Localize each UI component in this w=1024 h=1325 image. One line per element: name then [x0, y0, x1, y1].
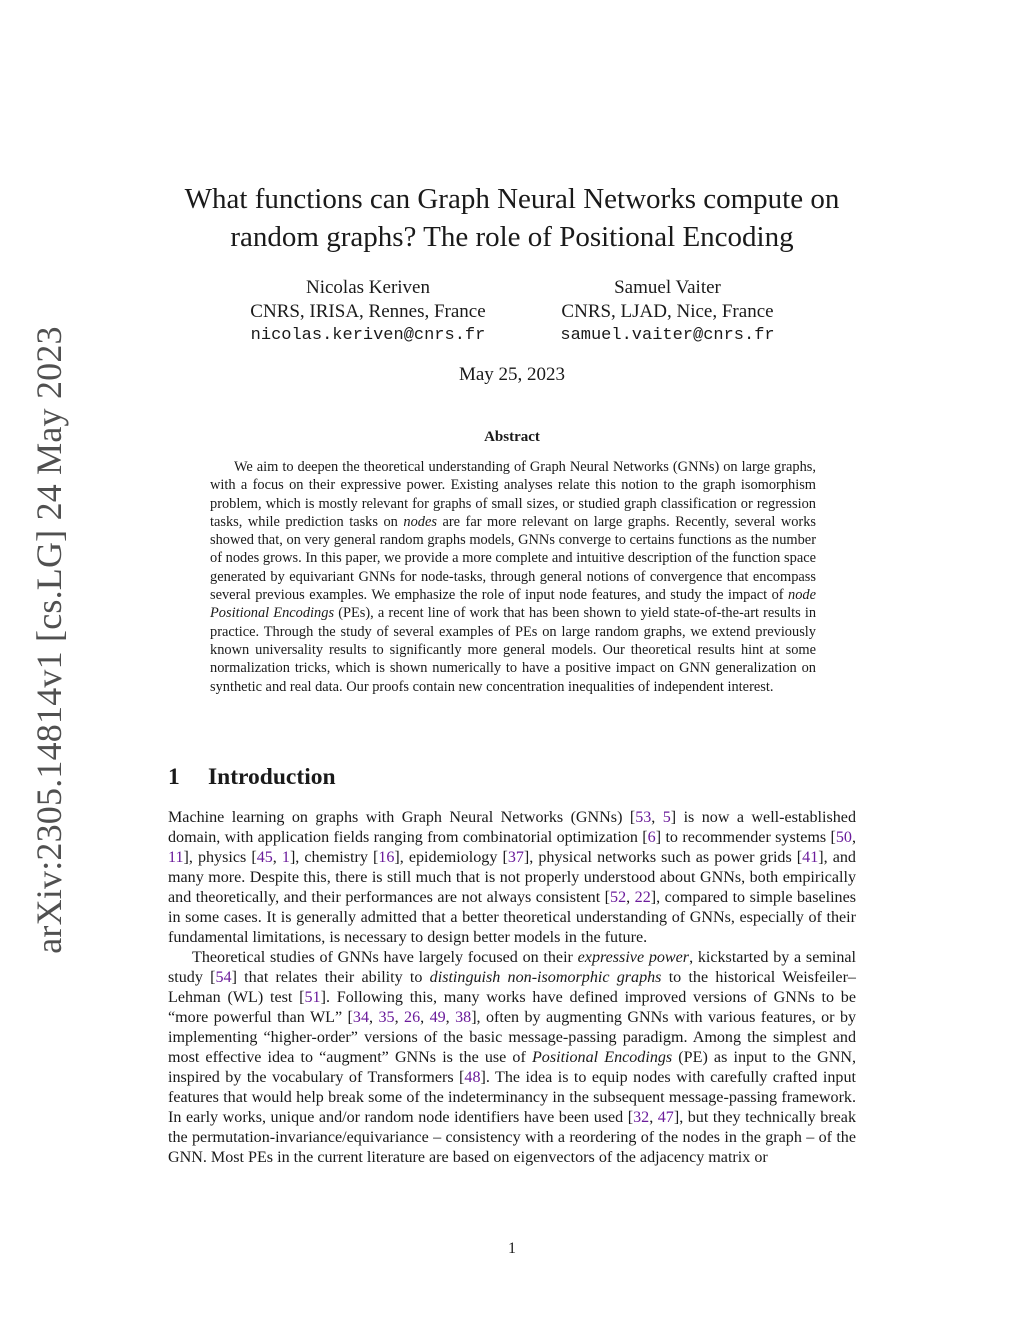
citation-link[interactable]: 49 [429, 1009, 446, 1026]
arxiv-identifier: arXiv:2305.14814v1 [cs.LG] 24 May 2023 [29, 326, 69, 954]
citation-link[interactable]: 51 [304, 989, 321, 1006]
section-title: Introduction [208, 764, 336, 790]
abstract-heading: Abstract [484, 429, 540, 445]
page-number: 1 [508, 1240, 516, 1257]
citation-link[interactable]: 41 [802, 849, 819, 866]
citation-link[interactable]: 34 [352, 1009, 370, 1026]
citation-link[interactable]: 48 [464, 1069, 481, 1086]
citation-link[interactable]: 1 [281, 849, 290, 866]
citation-link[interactable]: 6 [647, 829, 656, 846]
paragraph: Theoretical studies of GNNs have largely focused on their expressive power, kickstarted by a seminal study [54] that relates their ability to distinguish non-isomorphic graphs to the historical Weisfeiler–Lehman (WL) test [51]. Following this, many works have defined improved versions of GNNs to be “more powerful than WL” [34, 35, 26, 49, 38], often by augmenting GNNs with various features, or by implementing “higher-order” versions of the basic message-passing paradigm. Among the simplest and most effective idea to “augment” GNNs is the use of Positional Encodings (PE) as input to the GNN, inspired by the vocabulary of Transformers [48]. The idea is to equip nodes with carefully crafted input features that would help break some of the indeterminancy in the subsequent message-passing framework. In early works, unique and/or random node identifiers have been used [32, 47], but they technically break the permutation-invariance/equivariance – consistency with a reordering of the nodes in the graph – of the GNN. Most PEs in the current literature are based on eigenvectors of the adjacency matrix or [168, 949, 857, 1166]
title-line: What functions can Graph Neural Networks compute on [184, 183, 840, 215]
abstract-text [210, 458, 816, 696]
citation-link[interactable]: 52 [610, 889, 627, 906]
author-name: Nicolas Keriven [306, 277, 430, 298]
citation-link[interactable]: 22 [634, 889, 651, 906]
citation-link[interactable]: 37 [507, 849, 524, 866]
citation-link[interactable]: 53 [635, 809, 652, 826]
citation-link[interactable]: 35 [378, 1009, 395, 1026]
citation-link[interactable]: 32 [633, 1109, 650, 1126]
section-heading [168, 764, 336, 791]
citation-link[interactable]: 47 [657, 1109, 674, 1126]
author-block [218, 276, 518, 348]
title-line: random graphs? The role of Positional Encoding [230, 221, 794, 253]
citation-link[interactable]: 26 [404, 1009, 421, 1026]
citation-link[interactable]: 5 [662, 809, 671, 826]
citation-link[interactable]: 11 [168, 849, 184, 866]
author-affiliation: CNRS, LJAD, Nice, France [561, 301, 774, 322]
body-text [168, 808, 856, 1168]
author-email[interactable]: samuel.vaiter@cnrs.fr [560, 326, 775, 345]
citation-link[interactable]: 50 [835, 829, 852, 846]
author-block [525, 276, 810, 348]
author-affiliation: CNRS, IRISA, Rennes, France [250, 301, 486, 322]
section-number: 1 [168, 764, 180, 790]
citation-link[interactable]: 38 [455, 1009, 472, 1026]
author-email[interactable]: nicolas.keriven@cnrs.fr [250, 326, 486, 345]
author-name: Samuel Vaiter [614, 277, 721, 298]
citation-link[interactable]: 45 [256, 849, 273, 866]
paper-title [130, 180, 894, 256]
paper-date: May 25, 2023 [458, 364, 566, 385]
paragraph: Machine learning on graphs with Graph Neural Networks (GNNs) [53, 5] is now a well-established domain, with application fields ranging from combinatorial optimization [6] to recommender systems [50, 11], physics [45, 1], chemistry [16], epidemiology [37], physical networks such as power grids [41], and many more. Despite this, there is still much that is not properly understood about GNNs, both empirically and theoretically, and their performances are not always consistent [52, 22], compared to simple baselines in some cases. It is generally admitted that a better theoretical understanding of GNNs, especially of their fundamental limitations, is necessary to design better models in the future. [168, 809, 857, 946]
abstract-paragraph: We aim to deepen the theoretical understanding of Graph Neural Networks (GNNs) on large graphs, with a focus on their expressive power. Existing analyses relate this notion to the graph isomorphism problem, which is mostly relevant for graphs of small sizes, or studied graph classification or regression tasks, while prediction tasks on nodes are far more relevant on large graphs. Recently, several works showed that, on very general random graphs models, GNNs converge to certains functions as the number of nodes grows. In this paper, we provide a more complete and intuitive description of the function space generated by equivariant GNNs for node-tasks, through general notions of convergence that encompass several previous examples. We emphasize the role of input node features, and study the impact of node Positional Encodings (PEs), a recent line of work that has been shown to yield state-of-the-art results in practice. Through the study of several examples of PEs on large random graphs, we extend previously known universality results to significantly more general models. Our theoretical results hint at some normalization tricks, which is shown numerically to have a positive impact on GNN generalization on synthetic and real data. Our proofs contain new concentration inequalities of independent interest. [210, 459, 817, 695]
citation-link[interactable]: 16 [378, 849, 395, 866]
citation-link[interactable]: 54 [215, 969, 232, 986]
